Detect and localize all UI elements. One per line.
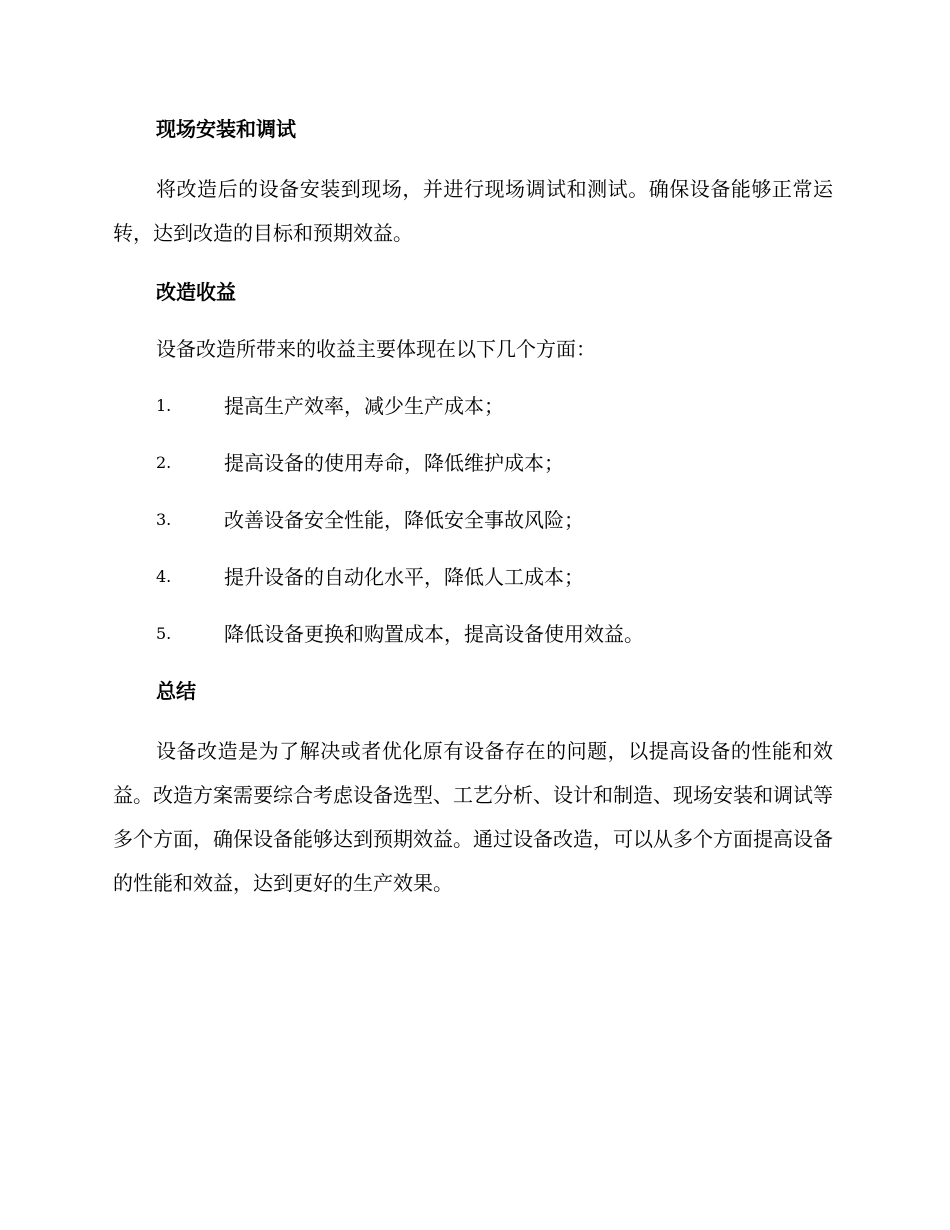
list-item <box>113 444 833 501</box>
list-item-text: 改善设备安全性能，降低安全事故风险； <box>224 508 584 532</box>
list-item-text: 降低设备更换和购置成本，提高设备使用效益。 <box>224 622 644 646</box>
installation-paragraph: 将改造后的设备安装到现场，并进行现场调试和测试。确保设备能够正常运转，达到改造的目标和预期效益。 <box>113 177 833 245</box>
list-item <box>113 615 833 672</box>
list-item-text: 提升设备的自动化水平，降低人工成本； <box>224 565 584 589</box>
benefits-list <box>113 387 833 672</box>
list-item-number: 5. <box>156 624 172 643</box>
summary-paragraph: 设备改造是为了解决或者优化原有设备存在的问题，以提高设备的性能和效益。改造方案需要综合考虑设备选型、工艺分析、设计和制造、现场安装和调试等多个方面，确保设备能够达到预期效益。通过设备改造，可以从多个方面提高设备的性能和效益，达到更好的生产效果。 <box>113 739 833 895</box>
list-item-number: 1. <box>156 396 172 415</box>
list-item <box>113 501 833 558</box>
document-body <box>113 110 833 905</box>
list-item-text: 提高设备的使用寿命，降低维护成本； <box>224 451 564 475</box>
list-item-text: 提高生产效率，减少生产成本； <box>224 394 504 418</box>
list-item <box>113 387 833 444</box>
list-item-number: 4. <box>156 567 172 586</box>
benefits-intro: 设备改造所带来的收益主要体现在以下几个方面： <box>156 337 596 361</box>
section-heading-benefits: 改造收益 <box>156 280 236 304</box>
list-item <box>113 558 833 615</box>
list-item-number: 2. <box>156 453 172 472</box>
list-item-number: 3. <box>156 510 172 529</box>
section-heading-installation: 现场安装和调试 <box>156 117 296 141</box>
section-heading-summary: 总结 <box>156 679 196 703</box>
